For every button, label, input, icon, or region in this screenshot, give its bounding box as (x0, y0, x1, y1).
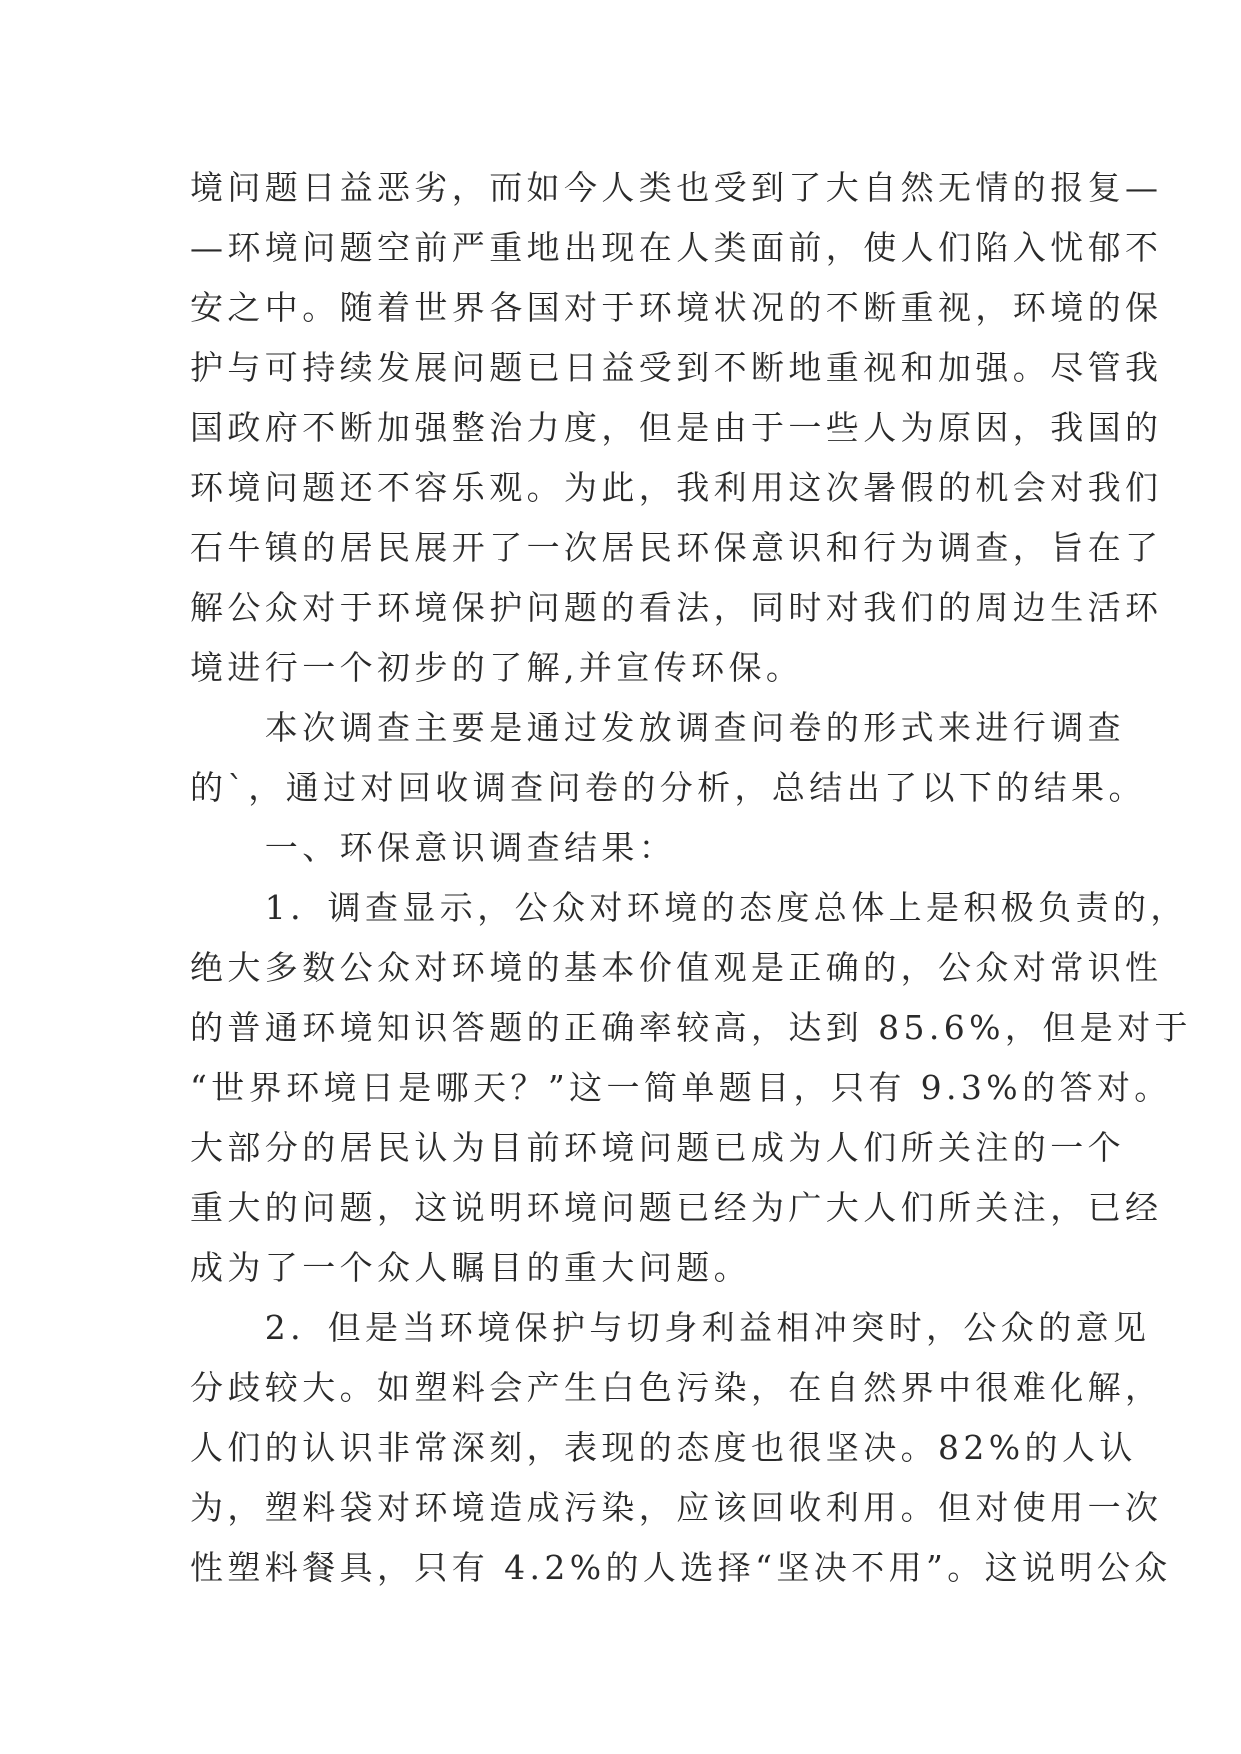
text-line: 性塑料餐具，只有 4.2%的人选择“坚决不用”。这说明公众 (190, 1548, 1172, 1587)
text-line: 境问题日益恶劣，而如今人类也受到了大自然无情的报复— (190, 168, 1163, 207)
text-line: 人们的认识非常深刻，表现的态度也很坚决。82%的人认 (190, 1428, 1137, 1467)
text-line: “世界环境日是哪天？”这一简单题目，只有 9.3%的答对。 (190, 1068, 1172, 1107)
text-line: 的普通环境知识答题的正确率较高，达到 85.6%，但是对于 (190, 1008, 1192, 1047)
text-line: 环境问题还不容乐观。为此，我利用这次暑假的机会对我们 (190, 468, 1163, 507)
text-line: 石牛镇的居民展开了一次居民环保意识和行为调查，旨在了 (190, 528, 1163, 567)
text-line: 成为了一个众人瞩目的重大问题。 (190, 1248, 751, 1287)
text-line: 绝大多数公众对环境的基本价值观是正确的，公众对常识性 (190, 948, 1163, 987)
section-heading: 一、环保意识调查结果： (190, 828, 677, 867)
text-line: 境进行一个初步的了解,并宣传环保。 (190, 648, 804, 687)
text-line: 为，塑料袋对环境造成污染，应该回收利用。但对使用一次 (190, 1488, 1163, 1527)
text-line: 护与可持续发展问题已日益受到不断地重视和加强。尽管我 (190, 348, 1163, 387)
text-line: 国政府不断加强整治力度，但是由于一些人为原因，我国的 (190, 408, 1163, 447)
text-line: 解公众对于环境保护问题的看法，同时对我们的周边生活环 (190, 588, 1163, 627)
body-text (190, 158, 1192, 1598)
text-line: —环境问题空前严重地出现在人类面前，使人们陷入忧郁不 (190, 228, 1163, 267)
text-line: 1．调查显示，公众对环境的态度总体上是积极负责的， (190, 888, 1188, 927)
text-line: 大部分的居民认为目前环境问题已成为人们所关注的一个 (190, 1128, 1125, 1167)
text-line: 安之中。随着世界各国对于环境状况的不断重视，环境的保 (190, 288, 1163, 327)
text-line: 重大的问题，这说明环境问题已经为广大人们所关注，已经 (190, 1188, 1163, 1227)
text-line: 分歧较大。如塑料会产生白色污染，在自然界中很难化解， (190, 1368, 1163, 1407)
text-line: 2．但是当环境保护与切身利益相冲突时，公众的意见 (190, 1308, 1151, 1347)
text-line: 的`，通过对回收调查问卷的分析，总结出了以下的结果。 (190, 768, 1146, 807)
text-line: 本次调查主要是通过发放调查问卷的形式来进行调查 (190, 708, 1125, 747)
